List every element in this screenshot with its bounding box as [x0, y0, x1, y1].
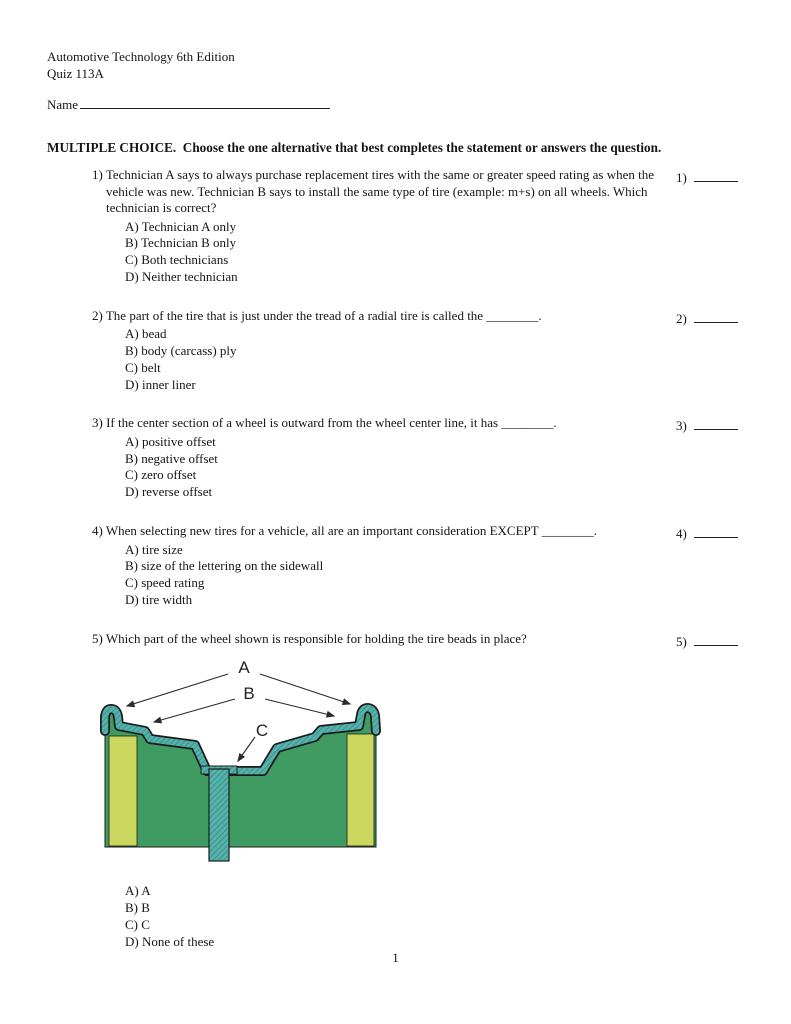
- question-3-choices: [92, 434, 676, 501]
- answer-number: 1): [676, 170, 687, 185]
- question-2-choices: [92, 326, 676, 393]
- answer-number: 3): [676, 418, 687, 434]
- wheel-diagram: [97, 653, 397, 875]
- document-subtitle: Quiz 113A: [47, 66, 104, 81]
- question-1-number: 1): [92, 167, 103, 182]
- question-3-answer-slot: [676, 415, 744, 501]
- name-row: [47, 95, 744, 113]
- answer-blank-line: [694, 416, 738, 430]
- question-5-number: 5): [92, 630, 103, 646]
- question-4-main: [47, 523, 676, 609]
- question-2-text: [92, 308, 672, 325]
- name-blank-line: [80, 95, 330, 109]
- diagram-label-a: A: [238, 658, 250, 678]
- answer-blank-line: [694, 168, 738, 182]
- question-4-choices: [92, 542, 676, 609]
- choice-c: C) speed rating: [125, 575, 205, 591]
- question-4-number: 4): [92, 523, 103, 539]
- answer-blank-line: [694, 632, 738, 646]
- choice-d: D) inner liner: [125, 376, 196, 392]
- question-1-body: Technician A says to always purchase replacement tires with the same or greater speed rating as when the vehicle was new. Technician B says to install the same type of tire (example: m+s) on all wheels. Which technician is correct?: [105, 167, 654, 215]
- question-5: [47, 631, 744, 951]
- choice-d: D) Neither technician: [125, 268, 238, 284]
- question-3-text: [92, 415, 672, 432]
- question-1: [47, 167, 744, 286]
- choice-c: C) C: [125, 916, 150, 932]
- question-4-text: [92, 523, 672, 540]
- instructions-heading: MULTIPLE CHOICE. Choose the one alternative that best completes the statement or answers the question.: [47, 140, 662, 155]
- diagram-label-c: C: [255, 721, 269, 741]
- choice-b: B) size of the lettering on the sidewall: [125, 558, 324, 574]
- question-4-body: When selecting new tires for a vehicle, all are an important consideration EXCEPT ________.: [105, 523, 597, 539]
- choice-c: C) zero offset: [125, 467, 197, 483]
- arrow-a-right: [260, 674, 350, 704]
- arrow-c: [238, 737, 255, 761]
- question-5-choices: [92, 883, 676, 950]
- question-2-answer-slot: [676, 308, 744, 394]
- choice-b: B) body (carcass) ply: [125, 342, 237, 358]
- yellow-band-right: [347, 734, 374, 846]
- question-1-choices: [92, 219, 676, 286]
- answer-number: 5): [676, 633, 687, 649]
- choice-a: A) Technician A only: [125, 218, 237, 234]
- page-number: 1: [392, 950, 399, 965]
- choice-c: C) Both technicians: [125, 252, 229, 268]
- name-label: Name: [47, 97, 79, 112]
- question-2-main: [47, 308, 676, 394]
- question-5-main: [47, 631, 676, 951]
- choice-a: A) tire size: [125, 541, 183, 557]
- question-5-answer-slot: [676, 631, 744, 951]
- answer-number: 2): [676, 310, 687, 326]
- choice-d: D) None of these: [125, 933, 215, 949]
- arrow-a-left: [127, 674, 228, 706]
- question-2: [47, 308, 744, 394]
- question-3-main: [47, 415, 676, 501]
- choice-d: D) tire width: [125, 591, 193, 607]
- answer-blank-line: [694, 309, 738, 323]
- yellow-band-left: [109, 736, 137, 846]
- document-title: Automotive Technology 6th Edition: [47, 49, 235, 64]
- question-2-body: The part of the tire that is just under the tread of a radial tire is called the ________.: [105, 307, 542, 323]
- center-stem: [209, 769, 229, 861]
- choice-c: C) belt: [125, 359, 161, 375]
- question-2-number: 2): [92, 307, 103, 323]
- choice-a: A) bead: [125, 326, 167, 342]
- arrow-b-right: [265, 699, 334, 716]
- question-1-main: [47, 167, 676, 286]
- arrow-b-left: [154, 699, 235, 722]
- diagram-label-b: B: [243, 684, 255, 704]
- question-3: [47, 415, 744, 501]
- answer-number: 4): [676, 526, 687, 542]
- question-4-answer-slot: [676, 523, 744, 609]
- question-5-body: Which part of the wheel shown is responsible for holding the tire beads in place?: [105, 630, 527, 646]
- question-3-number: 3): [92, 415, 103, 431]
- question-5-text: [92, 631, 672, 648]
- wheel-diagram-container: [97, 653, 676, 879]
- choice-d: D) reverse offset: [125, 484, 213, 500]
- choice-b: B) Technician B only: [125, 235, 237, 251]
- choice-b: B) negative offset: [125, 450, 218, 466]
- question-4: [47, 523, 744, 609]
- question-1-answer-slot: [676, 167, 744, 286]
- choice-b: B) B: [125, 900, 150, 916]
- choice-a: A) positive offset: [125, 433, 216, 449]
- question-3-body: If the center section of a wheel is outward from the wheel center line, it has ________.: [106, 415, 557, 431]
- answer-blank-line: [694, 524, 738, 538]
- document-header: [47, 48, 744, 82]
- question-1-text: [92, 167, 672, 217]
- choice-a: A) A: [125, 883, 151, 899]
